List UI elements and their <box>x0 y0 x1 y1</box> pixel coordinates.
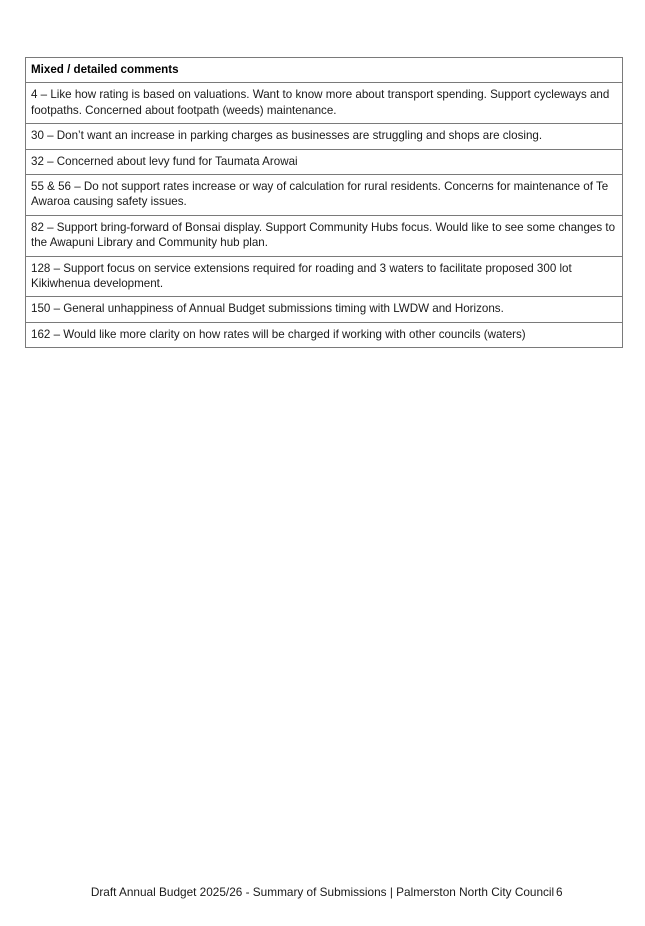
table-cell-comment: 82 – Support bring-forward of Bonsai display. Support Community Hubs focus. Would like to see some changes to the Awapuni Library and Community hub plan. <box>26 215 623 256</box>
table-row <box>26 322 623 347</box>
table-header-row <box>26 58 623 83</box>
table-row <box>26 297 623 322</box>
page-footer <box>0 885 645 905</box>
table-row <box>26 256 623 297</box>
table-row <box>26 215 623 256</box>
table-cell-comment: 128 – Support focus on service extensions required for roading and 3 waters to facilitate proposed 300 lot Kikiwhenua development. <box>26 256 623 297</box>
table-cell-comment: 32 – Concerned about levy fund for Taumata Arowai <box>26 149 623 174</box>
table-header-cell: Mixed / detailed comments <box>26 58 623 83</box>
table-cell-comment: 162 – Would like more clarity on how rates will be charged if working with other councils (waters) <box>26 322 623 347</box>
table-cell-comment: 55 & 56 – Do not support rates increase or way of calculation for rural residents. Concerns for maintenance of Te Awaroa causing safety issues. <box>26 175 623 216</box>
table-body <box>26 58 623 348</box>
mixed-detailed-comments-table <box>25 57 623 348</box>
table-row <box>26 124 623 149</box>
table-row <box>26 83 623 124</box>
table-cell-comment: 4 – Like how rating is based on valuations. Want to know more about transport spending. Support cycleways and footpaths. Concerned about footpath (weeds) maintenance. <box>26 83 623 124</box>
footer-page-number: 6 <box>556 885 563 899</box>
table-cell-comment: 30 – Don’t want an increase in parking charges as businesses are struggling and shops are closing. <box>26 124 623 149</box>
table-row <box>26 149 623 174</box>
footer-title: Draft Annual Budget 2025/26 - Summary of Submissions | Palmerston North City Council <box>90 885 555 899</box>
table-cell-comment: 150 – General unhappiness of Annual Budget submissions timing with LWDW and Horizons. <box>26 297 623 322</box>
table-row <box>26 175 623 216</box>
